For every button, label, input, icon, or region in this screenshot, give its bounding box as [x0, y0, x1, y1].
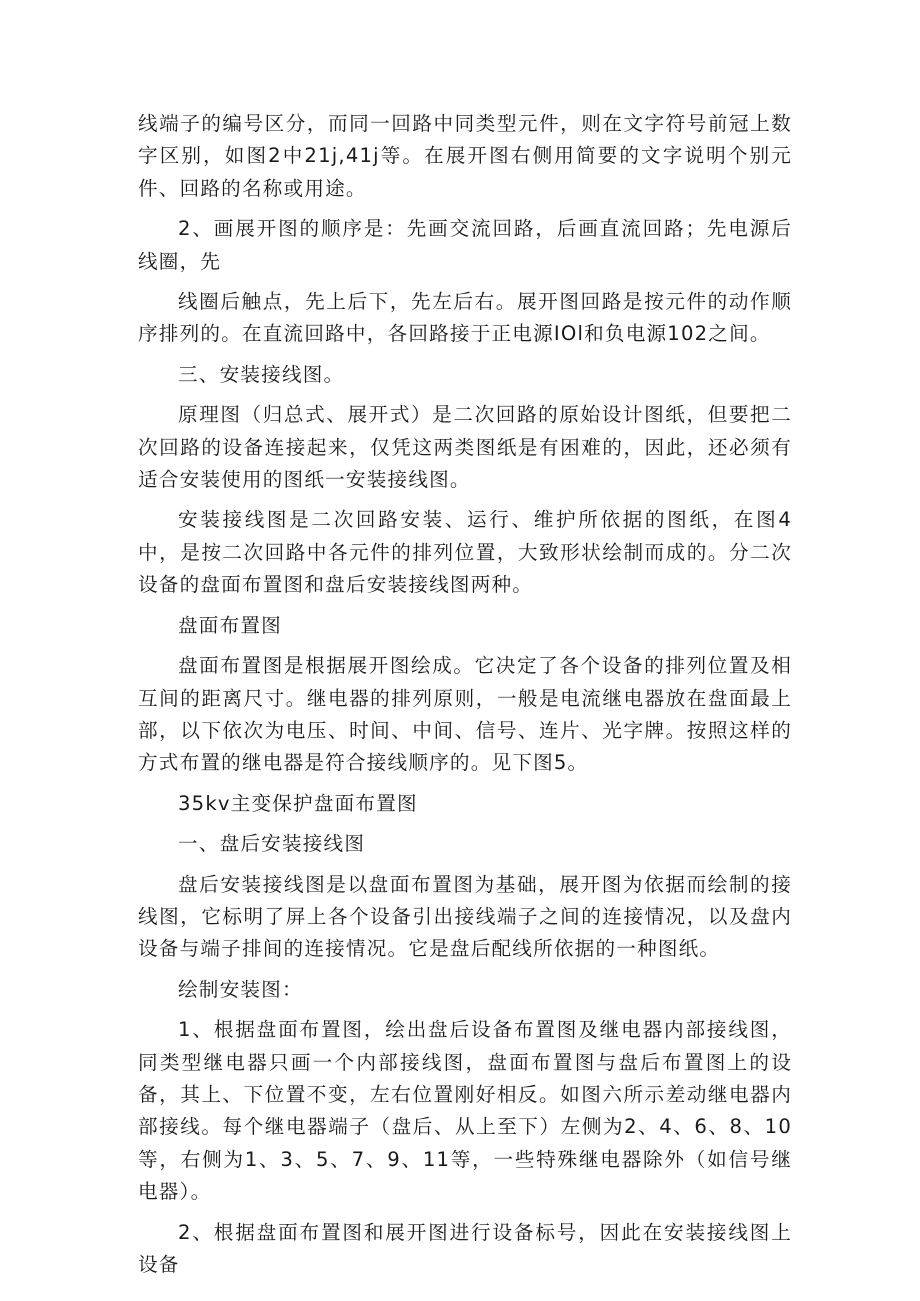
figure-caption-35kv-panel: 35kv主变保护盘面布置图	[178, 791, 418, 815]
paragraph-drawing-order: 2、画展开图的顺序是：先画交流回路，后画直流回路；先电源后线圈，先	[138, 217, 792, 273]
section-heading-installation-diagram: 三、安装接线图。	[178, 362, 345, 386]
subheading-panel-layout: 盘面布置图	[178, 613, 282, 637]
paragraph-panel-layout: 盘面布置图是根据展开图绘成。它决定了各个设备的排列位置及相互间的距离尺寸。继电器的排列原则，一般是电流继电器放在盘面最上部，以下依次为电压、时间、中间、信号、连片、光字牌。按照这样的方式布置的继电器是符合接线顺序的。见下图5。	[138, 654, 792, 775]
paragraph-step-1: 1、根据盘面布置图，绘出盘后设备布置图及继电器内部接线图，同类型继电器只画一个内部接线图，盘面布置图与盘后布置图上的设备，其上、下位置不变，左右位置刚好相反。如图六所示差动继电器内部接线。每个继电器端子（盘后、从上至下）左侧为2、4、6、8、10等，右侧为1、3、5、7、9、11等，一些特殊继电器除外（如信号继电器）。	[138, 1018, 792, 1204]
paragraph-rear-wiring: 盘后安装接线图是以盘面布置图为基础，展开图为依据而绘制的接线图，它标明了屏上各个设备引出接线端子之间的连接情况，以及盘内设备与端子排间的连接情况。它是盘后配线所依据的一种图纸。	[138, 872, 792, 961]
subheading-drawing-installation: 绘制安装图：	[178, 977, 303, 1001]
paragraph-drawing-order-continued: 线圈后触点，先上后下，先左后右。展开图回路是按元件的动作顺序排列的。在直流回路中，各回路接于正电源IOl和负电源102之间。	[138, 290, 792, 346]
paragraph-schematic-diagram: 原理图（归总式、展开式）是二次回路的原始设计图纸，但要把二次回路的设备连接起来，仅凭这两类图纸是有困难的，因此，还必须有适合安装使用的图纸一安装接线图。	[138, 403, 792, 492]
section-heading-rear-wiring: 一、盘后安装接线图	[178, 832, 366, 856]
paragraph-step-2: 2、根据盘面布置图和展开图进行设备标号，因此在安装接线图上设备	[138, 1220, 792, 1276]
paragraph-installation-diagram: 安装接线图是二次回路安装、运行、维护所依据的图纸，在图4中，是按二次回路中各元件的排列位置，大致形状绘制而成的。分二次设备的盘面布置图和盘后安装接线图两种。	[138, 508, 792, 597]
document-body	[138, 108, 792, 1281]
paragraph-wire-terminal-numbering: 线端子的编号区分，而同一回路中同类型元件，则在文字符号前冠上数字区别，如图2中21j,41j等。在展开图右侧用简要的文字说明个别元件、回路的名称或用途。	[138, 112, 792, 200]
